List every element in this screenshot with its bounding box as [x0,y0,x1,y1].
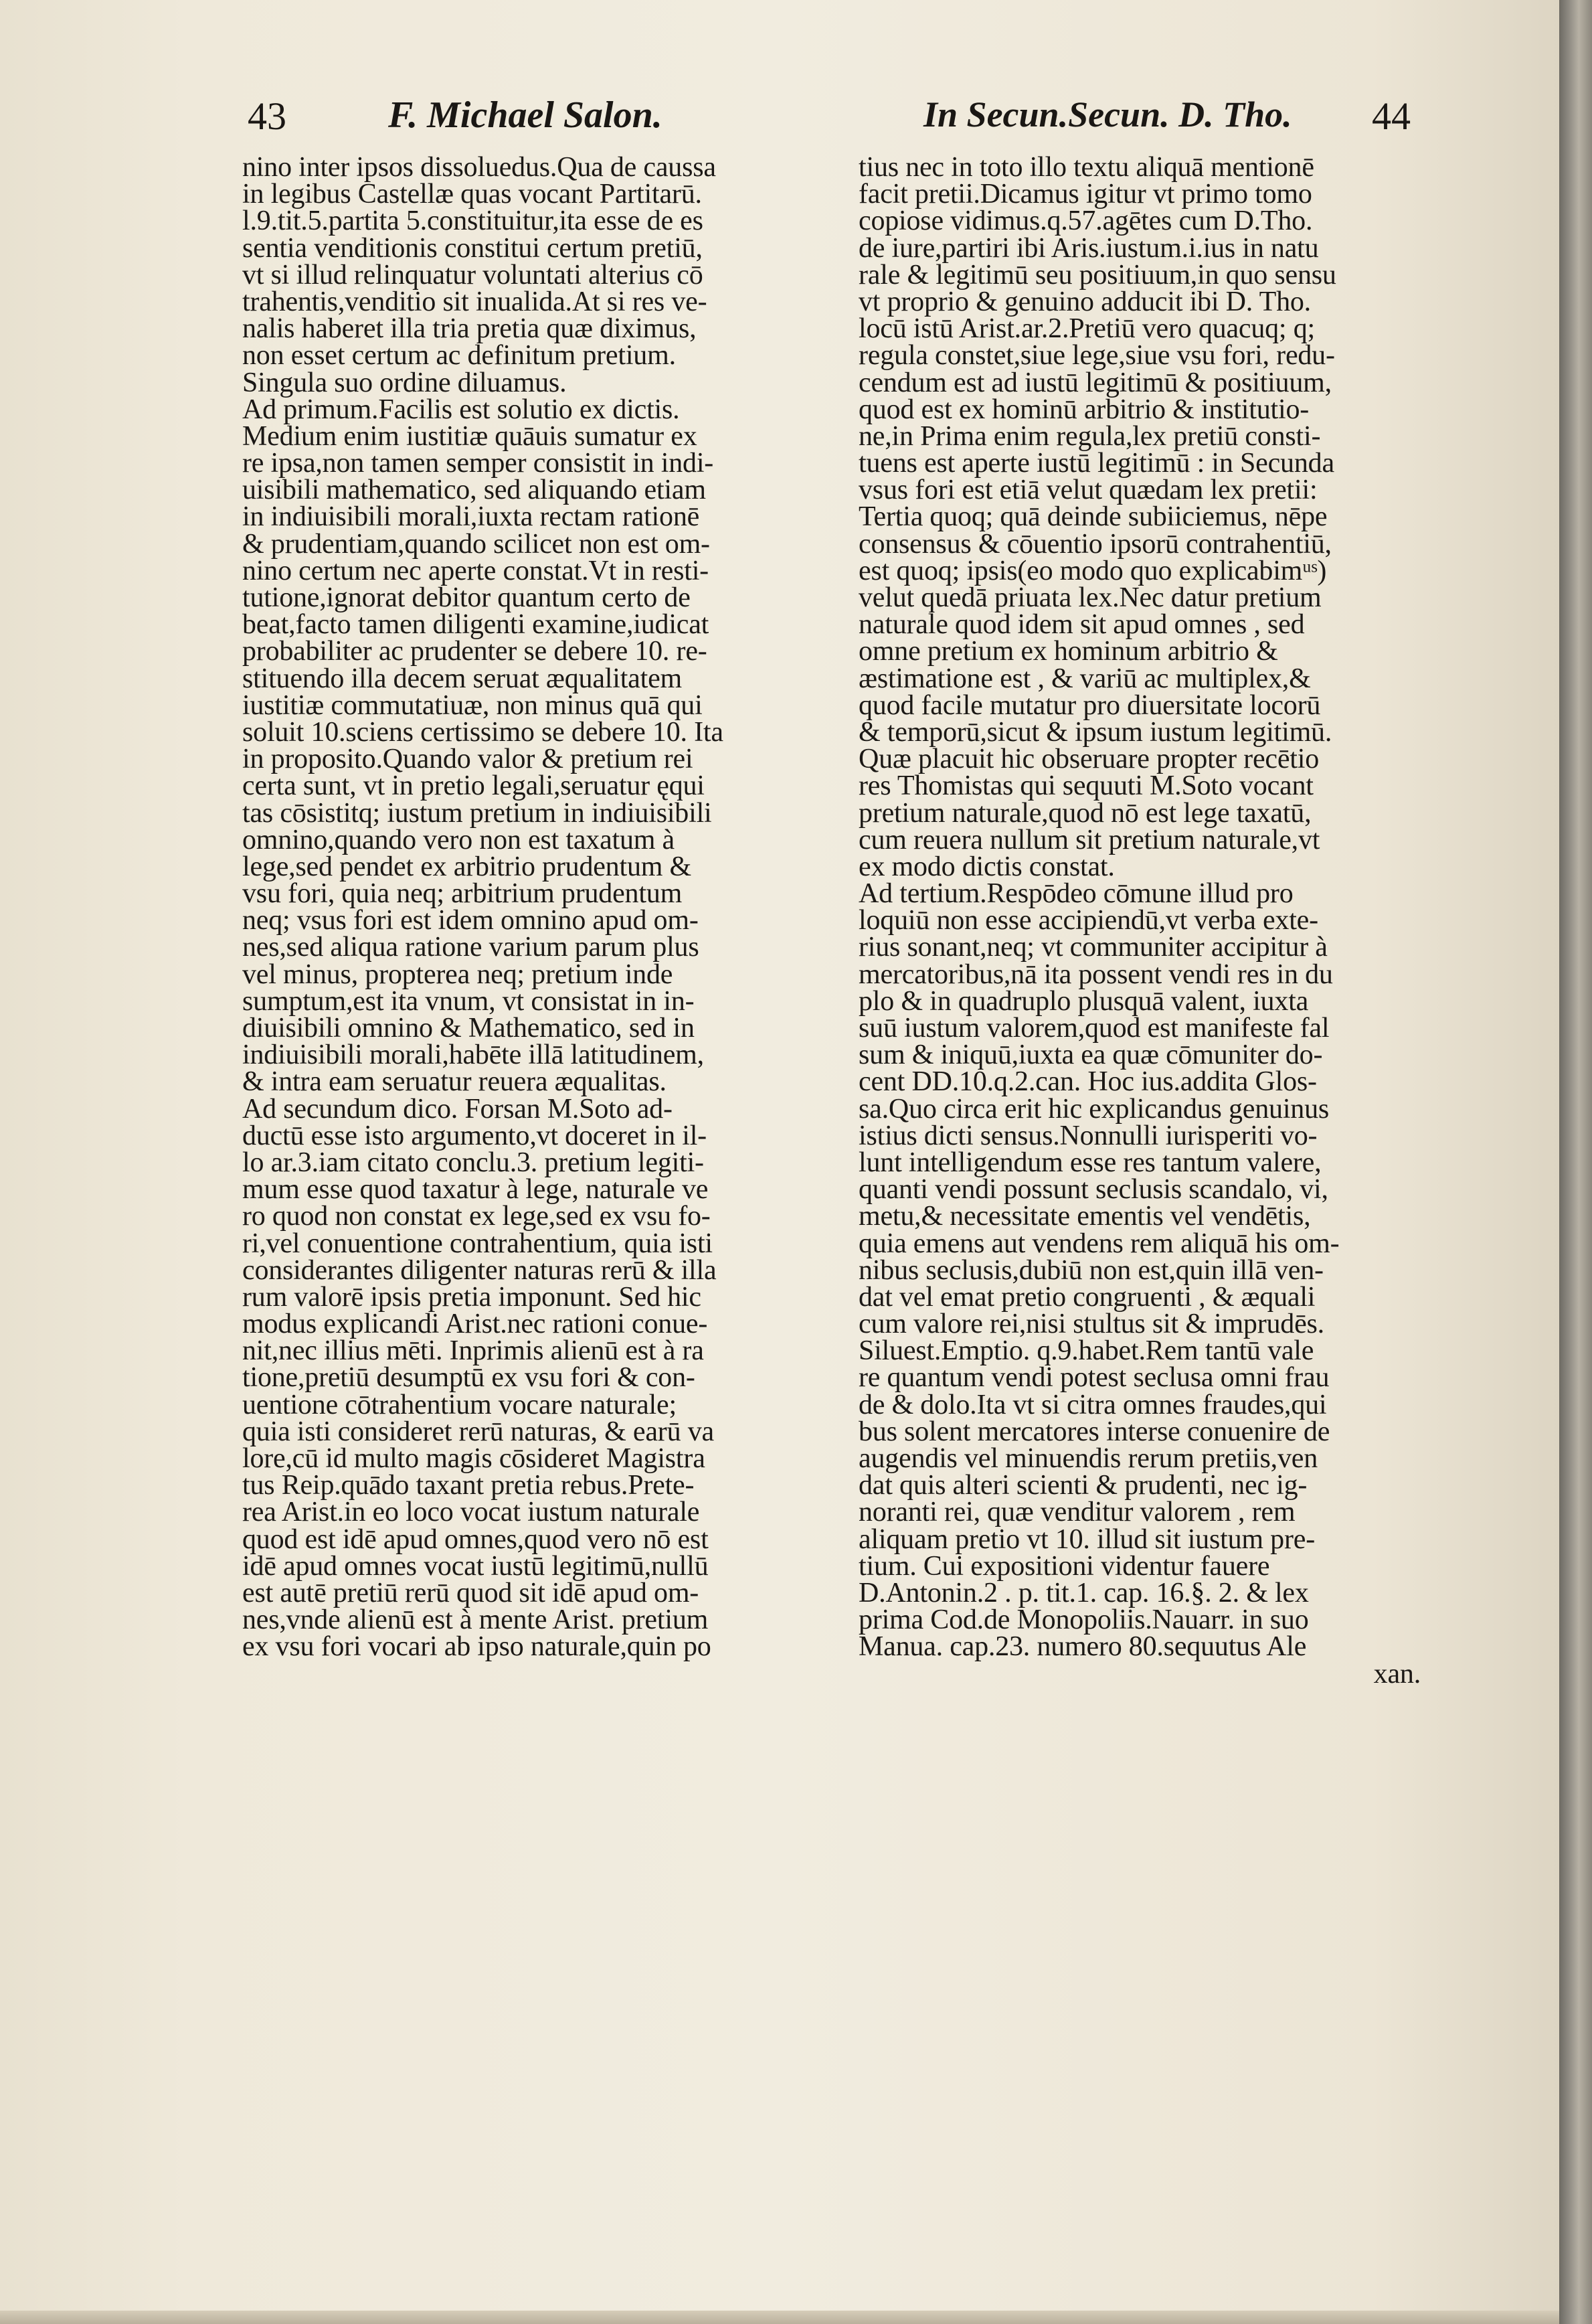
text-line: copiose vidimus.q.57.agētes cum D.Tho. [859,205,1313,237]
text-line: tutione,ignorat debitor quantum certo de [242,582,691,613]
text-line: consensus & cōuentio ipsorū contrahentiū, [859,528,1332,560]
text-line: tius nec in toto illo textu aliquā mentionē [859,152,1314,183]
text-line: Quæ placuit hic obseruare propter recētio [859,744,1320,775]
text-line: Manua. cap.23. numero 80.sequutus Ale [859,1631,1307,1663]
text-line: mum esse quod taxatur à lege, naturale ve [242,1174,709,1206]
adjacent-page-edge [1559,0,1592,2324]
text-line: nalis haberet illa tria pretia quæ diximus, [242,313,697,345]
text-line: rius sonant,neq; vt communiter accipitur à [859,932,1328,963]
text-line: locū istū Arist.ar.2.Pretiū vero quacuq; q; [859,313,1315,345]
text-line: Siluest.Emptio. q.9.habet.Rem tantū vale [859,1335,1314,1367]
text-line: Singula suo ordine diluamus. [242,367,567,398]
text-line: quanti vendi possunt seclusis scandalo, vi, [859,1174,1328,1206]
text-line: lege,sed pendet ex arbitrio prudentum & [242,851,691,882]
running-head-title: In Secun.Secun. D. Tho. [923,94,1292,135]
text-line: naturale quod idem sit apud omnes , sed [859,609,1305,641]
text-line: nes,vnde alienū est à mente Arist. pretium [242,1604,709,1636]
text-line: certa sunt, vt in pretio legali,seruatur ęqui [242,770,705,802]
text-line: dat quis alteri scienti & prudenti, nec ig- [859,1470,1308,1501]
text-line: in proposito.Quando valor & pretium rei [242,744,693,775]
text-line: est autē pretiū rerū quod sit idē apud om- [242,1577,699,1608]
text-line: rale & legitimū seu positiuum,in quo sensu [859,259,1336,290]
text-line: loquiū non esse accipiendū,vt verba exte- [859,905,1318,936]
text-line: istius dicti sensus.Nonnulli iurisperiti vo- [859,1120,1318,1151]
text-line: nes,sed aliqua ratione varium parum plus [242,932,699,963]
text-line: res Thomistas qui sequuti M.Soto vocant [859,770,1314,802]
text-line: & prudentiam,quando scilicet non est om- [242,528,710,560]
text-line: D.Antonin.2 . p. tit.1. cap. 16.§. 2. & lex [859,1577,1309,1608]
text-line: suū iustum valorem,quod est manifeste fal [859,1013,1330,1044]
text-line: sumptum,est ita vnum, vt consistat in in- [242,985,695,1017]
text-line: ro quod non constat ex lege,sed ex vsu fo- [242,1201,711,1232]
text-line: l.9.tit.5.partita 5.constituitur,ita esse de es [242,205,703,237]
text-line: sum & iniquū,iuxta ea quæ cōmuniter do- [859,1040,1323,1071]
text-line: rea Arist.in eo loco vocat iustum naturale [242,1497,700,1528]
text-line: metu,& necessitate ementis vel vendētis, [859,1201,1311,1232]
text-line: indiuisibili morali,habēte illā latitudinem, [242,1040,704,1071]
text-line: tium. Cui expositioni videntur fauere [859,1550,1270,1582]
text-line: plo & in quadruplo plusquā valent, iuxta [859,985,1309,1017]
text-line: sentia venditionis constitui certum pretiū, [242,232,703,264]
text-line: aliquam pretio vt 10. illud sit iustum pre- [859,1523,1315,1555]
text-line: tuens est aperte iustū legitimū : in Secunda [859,448,1334,479]
text-line: dat vel emat pretio congruenti , & æquali [859,1281,1316,1313]
text-line: Ad tertium.Respōdeo cōmune illud pro [859,878,1294,910]
text-line: re quantum vendi potest seclusa omni frau [859,1362,1330,1394]
text-line: regula constet,siue lege,siue vsu fori, redu- [859,340,1335,371]
text-line: de iure,partiri ibi Aris.iustum.i.ius in natu [859,232,1319,264]
text-line: uentione cōtrahentium vocare naturale; [242,1389,677,1420]
right-text-column [859,154,1447,1687]
text-line: soluit 10.sciens certissimo se debere 10. Ita [242,716,723,748]
text-line: mercatoribus,nā ita possent vendi res in du [859,959,1333,990]
text-line: quod est idē apud omnes,quod vero nō est [242,1523,709,1555]
text-line: ductū esse isto argumento,vt doceret in il- [242,1120,707,1151]
text-line: tione,pretiū desumptū ex vsu fori & con- [242,1362,695,1394]
text-line: modus explicandi Arist.nec rationi conue- [242,1309,708,1340]
text-line: vsu fori, quia neq; arbitrium prudentum [242,878,683,910]
text-line: ri,vel conuentione contrahentium, quia isti [242,1228,713,1259]
text-line: omnino,quando vero non est taxatum à [242,824,675,855]
text-line: velut quedā priuata lex.Nec datur pretium [859,582,1322,613]
text-line: æstimatione est , & variū ac multiplex,& [859,663,1311,694]
text-line: Ad primum.Facilis est solutio ex dictis. [242,394,680,425]
text-line: considerantes diligenter naturas rerū & illa [242,1254,717,1286]
page-header [248,94,1425,141]
text-line: in indiuisibili morali,iuxta rectam rationē [242,501,700,533]
text-line: re ipsa,non tamen semper consistit in indi- [242,448,714,479]
running-head-author: F. Michael Salon. [388,94,662,136]
text-line: quia isti consideret rerū naturas, & earū va [242,1416,714,1447]
text-line: iustitiæ commutatiuæ, non minus quā qui [242,689,703,721]
text-line: rum valorē ipsis pretia imponunt. Sed hic [242,1281,701,1313]
text-line: prima Cod.de Monopoliis.Nauarr. in suo [859,1604,1309,1636]
text-line: cum reuera nullum sit pretium naturale,vt [859,824,1320,855]
text-line: lunt intelligendum esse res tantum valere, [859,1147,1322,1178]
text-line: nino inter ipsos dissoluedus.Qua de caussa [242,152,716,183]
catchword: xan. [1373,1658,1421,1689]
text-line: idē apud omnes vocat iustū legitimū,nullū [242,1550,709,1582]
text-line: trahentis,venditio sit inualida.At si res ve- [242,286,707,317]
text-line: probabiliter ac prudenter se debere 10. re- [242,636,707,667]
text-line: omne pretium ex hominum arbitrio & [859,636,1278,667]
text-line: ne,in Prima enim regula,lex pretiū consti- [859,420,1321,452]
text-line: vsus fori est etiā velut quædam lex pretii: [859,475,1318,506]
text-line: tas cōsistitq; iustum pretium in indiuisibili [242,797,712,829]
text-line: pretium naturale,quod nō est lege taxatū, [859,797,1312,829]
text-line: tus Reip.quādo taxant pretia rebus.Prete- [242,1470,695,1501]
text-line: lore,cū id multo magis cōsideret Magistra [242,1443,705,1474]
text-line: ex modo dictis constat. [859,851,1115,882]
text-line: & intra eam seruatur reuera æqualitas. [242,1066,667,1098]
text-line: vt si illud relinquatur voluntati alterius cō [242,259,703,290]
folio-number-left: 43 [248,94,286,138]
text-line: uisibili mathematico, sed aliquando etiam [242,475,706,506]
text-line: facit pretii.Dicamus igitur vt primo tomo [859,179,1312,210]
left-text-column [242,154,831,1661]
text-line: bus solent mercatores interse conuenire de [859,1416,1330,1447]
text-line: ex vsu fori vocari ab ipso naturale,quin po [242,1631,711,1663]
text-line: de & dolo.Ita vt si citra omnes fraudes,qui [859,1389,1327,1420]
text-line: quod facile mutatur pro diuersitate locorū [859,689,1321,721]
text-line: Tertia quoq; quā deinde subiiciemus, nēpe [859,501,1328,533]
text-line: cum valore rei,nisi stultus sit & imprudēs. [859,1309,1324,1340]
text-line: sa.Quo circa erit hic explicandus genuinus [859,1093,1330,1125]
text-line: stituendo illa decem seruat æqualitatem [242,663,683,694]
folio-number-right: 44 [1372,94,1411,138]
text-line: quod est ex hominū arbitrio & institutio- [859,394,1310,425]
text-line: cent DD.10.q.2.can. Hoc ius.addita Glos- [859,1066,1317,1098]
text-line: lo ar.3.iam citato conclu.3. pretium legiti- [242,1147,704,1178]
text-line: augendis vel minuendis rerum pretiis,ven [859,1443,1318,1474]
text-line: vt proprio & genuino adducit ibi D. Tho. [859,286,1311,317]
text-line: noranti rei, quæ venditur valorem , rem [859,1497,1296,1528]
text-line: vel minus, propterea neq; pretium inde [242,959,673,990]
text-line: non esset certum ac definitum pretium. [242,340,676,371]
text-line: quia emens aut vendens rem aliquā his om- [859,1228,1340,1259]
text-line: nit,nec illius mēti. Inprimis alienū est à ra [242,1335,704,1367]
text-line: neq; vsus fori est idem omnino apud om- [242,905,699,936]
text-line: diuisibili omnino & Mathematico, sed in [242,1013,695,1044]
text-line: Ad secundum dico. Forsan M.Soto ad- [242,1093,673,1125]
text-line: Medium enim iustitiæ quāuis sumatur ex [242,420,697,452]
text-line: nino certum nec aperte constat.Vt in resti- [242,555,709,586]
text-line: & temporū,sicut & ipsum iustum legitimū. [859,716,1332,748]
text-line: in legibus Castellæ quas vocant Partitarū. [242,179,702,210]
text-line: beat,facto tamen diligenti examine,iudicat [242,609,709,641]
text-line: est quoq; ipsis(eo modo quo explicabimᵘˢ) [859,555,1327,586]
page-bottom-edge [0,2311,1559,2324]
text-line: nibus seclusis,dubiū non est,quin illā ven- [859,1254,1324,1286]
text-line: cendum est ad iustū legitimū & positiuum, [859,367,1332,398]
